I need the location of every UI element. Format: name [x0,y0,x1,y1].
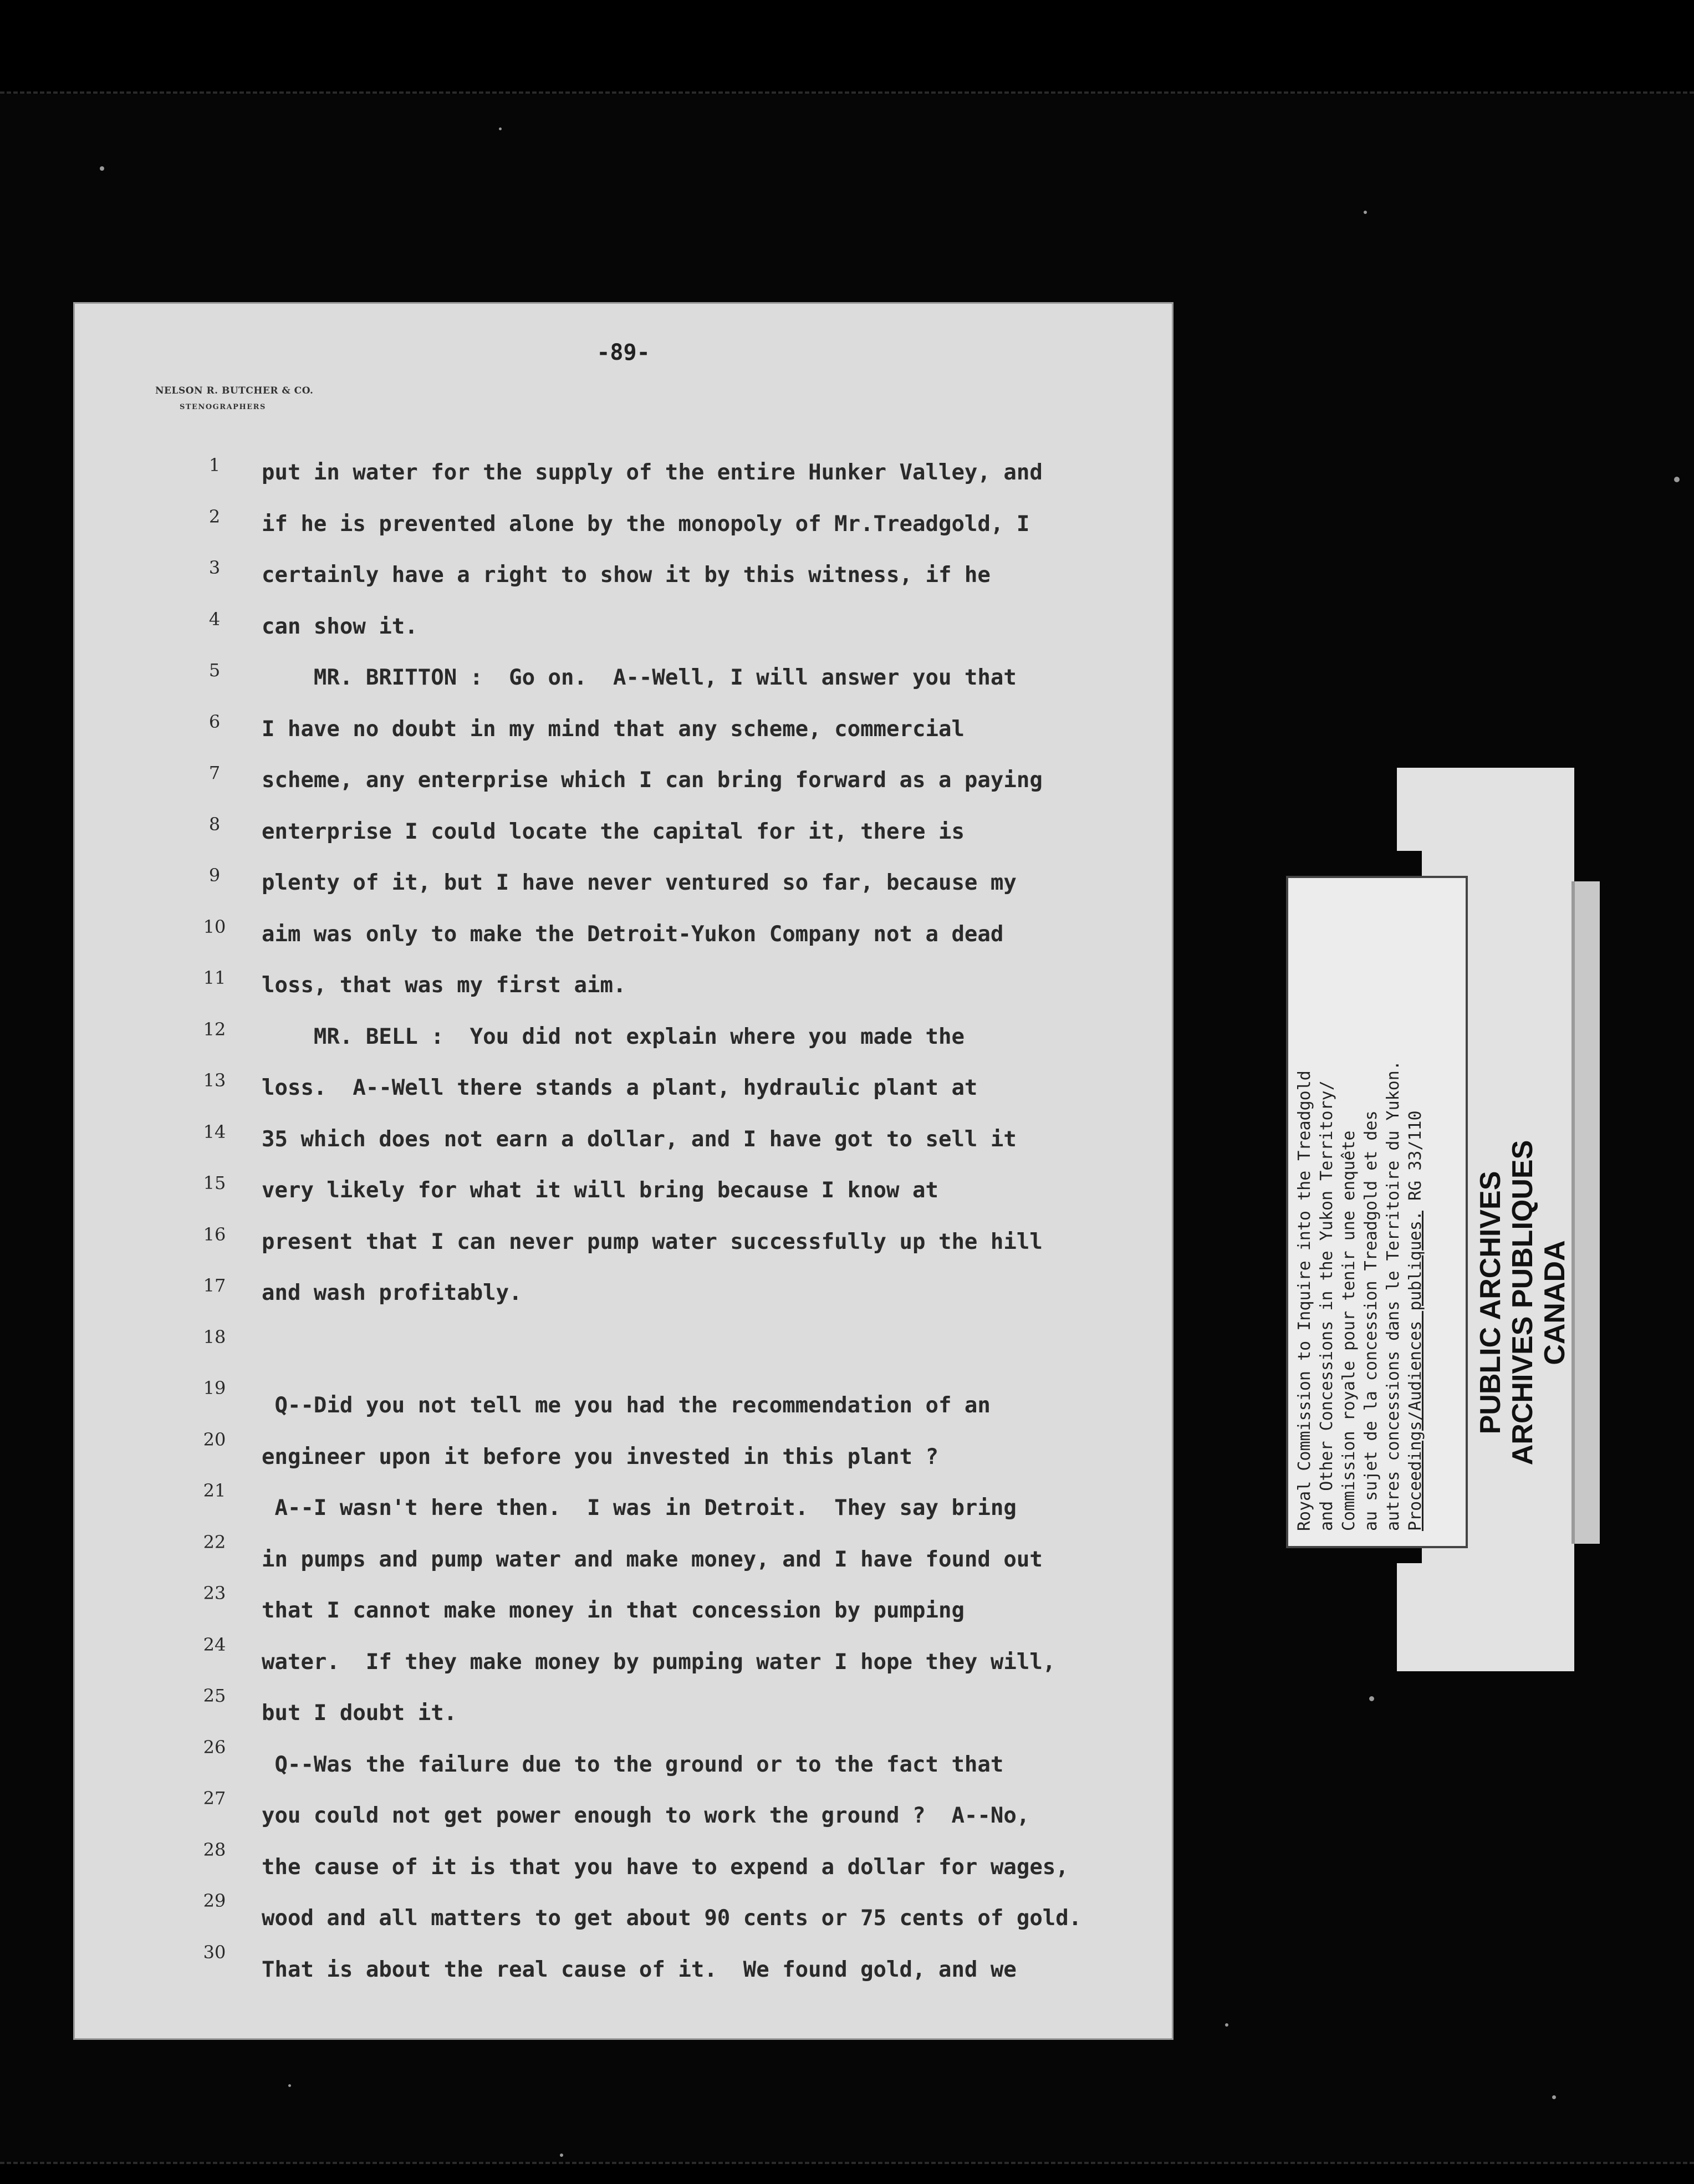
line-number: 22 [203,1531,226,1553]
transcript-line: in pumps and pump water and make money, and I have found out [262,1547,1043,1572]
transcript-line: aim was only to make the Detroit-Yukon Company not a dead [262,921,1004,947]
transcript-line: very likely for what it will bring because I know at [262,1178,938,1203]
transcript-line: present that I can never pump water successfully up the hill [262,1229,1043,1254]
line-number: 25 [203,1685,226,1706]
line-number: 12 [203,1018,226,1040]
letterhead [155,385,313,411]
line-number: 18 [203,1326,226,1348]
transcript-line: water. If they make money by pumping water I hope they will, [262,1649,1056,1675]
transcript-line: the cause of it is that you have to expend a dollar for wages, [262,1854,1069,1880]
line-number: 27 [203,1788,226,1809]
transcript-line: MR. BRITTON : Go on. A--Well, I will answer you that [262,665,1017,690]
transcript-line: MR. BELL : You did not explain where you made the [262,1024,965,1049]
film-speck [1369,1696,1374,1701]
line-number: 21 [203,1480,226,1501]
line-number: 26 [203,1736,226,1758]
archive-label [1286,876,1468,1548]
transcript-line: loss, that was my first aim. [262,973,626,998]
line-number: 2 [208,506,221,527]
transcript-line: enterprise I could locate the capital for it, there is [262,819,965,844]
letterhead-role: STENOGRAPHERS [180,403,266,411]
line-number: 8 [208,813,221,835]
film-speck [100,166,104,171]
film-speck [288,2084,291,2087]
line-number: 3 [208,557,221,578]
line-number: 5 [208,660,221,681]
transcript-line: loss. A--Well there stands a plant, hydraulic plant at [262,1075,978,1100]
transcript-line: A--I wasn't here then. I was in Detroit. They say bring [262,1496,1017,1520]
transcript-line: I have no doubt in my mind that any scheme, commercial [262,716,965,742]
transcript-line: engineer upon it before you invested in this plant ? [262,1444,938,1469]
transcript-line: wood and all matters to get about 90 cents or 75 cents of gold. [262,1906,1082,1931]
line-number: 10 [203,916,226,937]
transcript-line: 35 which does not earn a dollar, and I have got to sell it [262,1126,1017,1152]
line-number: 24 [203,1634,226,1655]
film-speck [1225,2023,1228,2027]
transcript-line: plenty of it, but I have never ventured so far, because my [262,870,1017,895]
transcript-line: scheme, any enterprise which I can bring forward as a paying [262,768,1043,793]
line-number: 30 [203,1941,226,1963]
film-edge-bottom [0,2162,1694,2184]
line-number: 20 [203,1428,226,1450]
archives-stamp-line: PUBLIC ARCHIVES [1474,1171,1507,1435]
transcript-line: Q--Was the failure due to the ground or to the fact that [262,1752,1004,1777]
line-number: 28 [203,1839,226,1860]
film-speck [1364,211,1367,214]
transcript-line: if he is prevented alone by the monopoly of Mr.Treadgold, I [262,511,1030,537]
line-number: 6 [208,711,221,732]
line-number: 16 [203,1223,226,1245]
line-number: 23 [203,1583,226,1604]
transcript-page [73,302,1173,2040]
archives-stamp-line: CANADA [1539,1240,1571,1365]
line-number: 14 [203,1121,226,1142]
archive-label-line: Royal Commission to Inquire into the Treadgold [1295,1070,1314,1531]
transcript-line: but I doubt it. [262,1701,457,1726]
line-number: 7 [208,762,221,783]
transcript-line: put in water for the supply of the entire Hunker Valley, and [262,460,1043,485]
film-speck [1552,2095,1556,2099]
film-speck [560,2154,563,2157]
line-number: 9 [208,865,221,886]
archive-label-line: Commission royale pour tenir une enquête [1339,1130,1359,1531]
archive-label-line: autres concessions dans le Territoire du Yukon. [1384,1060,1403,1531]
line-number: 1 [208,455,221,476]
line-number: 13 [203,1070,226,1091]
film-speck [1674,477,1680,482]
archives-stamp-line: ARCHIVES PUBLIQUES [1507,1140,1539,1466]
line-number: 29 [203,1890,226,1911]
film-edge-top [0,0,1694,94]
transcript-line: can show it. [262,614,418,639]
archive-label-line: and Other Concessions in the Yukon Territory/ [1317,1080,1336,1531]
archive-label-last-line [1405,894,1427,1531]
line-number: 4 [208,608,221,630]
transcript-line: certainly have a right to show it by this witness, if he [262,563,991,588]
transcript-line: you could not get power enough to work the ground ? A--No, [262,1803,1030,1828]
letterhead-firm: NELSON R. BUTCHER & CO. [155,385,314,396]
archive-label-reference: RG 33/110 [1406,1110,1425,1201]
transcript-line: and wash profitably. [262,1280,522,1305]
archive-label-line: au sujet de la concession Treadgold et des [1361,1110,1381,1531]
line-number: 11 [203,967,226,988]
archive-label-proceedings: Proceedings/Audiences publiques. [1406,1210,1425,1531]
line-number: 15 [203,1172,226,1193]
line-number: 17 [203,1275,226,1296]
transcript-line: that I cannot make money in that concession by pumping [262,1598,965,1623]
transcript-line: That is about the real cause of it. We found gold, and we [262,1957,1017,1982]
archives-stamp [1447,1140,1613,1466]
page-number: -89- [596,340,650,365]
transcript-line: Q--Did you not tell me you had the recommendation of an [262,1393,991,1418]
film-speck [499,127,502,130]
line-number: 19 [203,1377,226,1399]
